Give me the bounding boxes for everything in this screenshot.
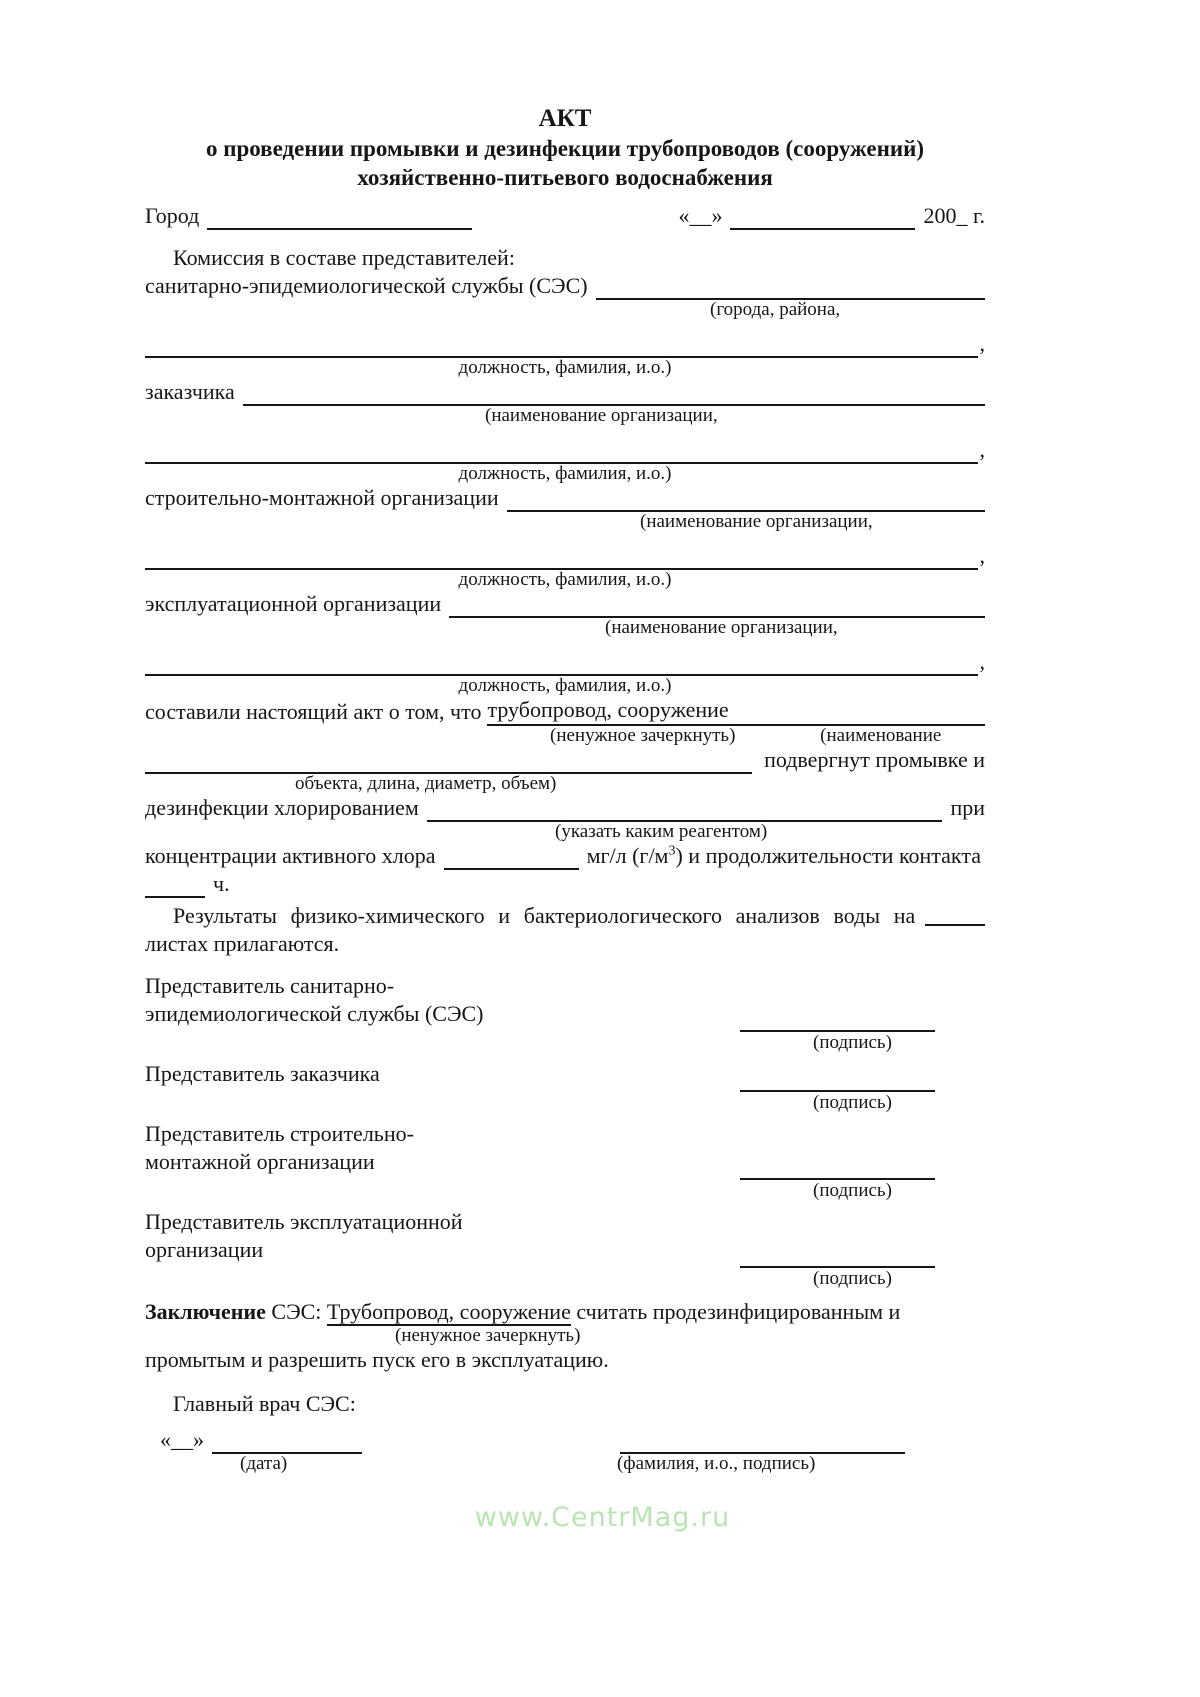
chief-doctor-label: Главный врач СЭС:	[173, 1391, 356, 1416]
hint-org-name: (наименование организации,	[640, 511, 873, 532]
concentration-blank	[444, 868, 579, 870]
hint-date: (дата)	[240, 1453, 288, 1474]
hint-position-name: должность, фамилия, и.о.)	[458, 463, 672, 484]
signature-row-construction	[145, 1120, 985, 1202]
washed-row	[145, 746, 985, 774]
footer-hints-row	[145, 1454, 985, 1474]
ses-line2-row	[145, 330, 985, 358]
conclusion-line-2: промытым и разрешить пуск его в эксплуатацию.	[145, 1347, 609, 1372]
signature-row-operation	[145, 1208, 985, 1290]
signature-label: Представитель строительно- монтажной организации	[145, 1121, 414, 1174]
conclusion-row	[145, 1298, 985, 1326]
hint-org-name: (наименование организации,	[605, 617, 838, 638]
signature-label: Представитель санитарно- эпидемиологической службы (СЭС)	[145, 973, 484, 1026]
hint-org-name: (наименование организации,	[485, 405, 718, 426]
disinfection-label: дезинфекции хлорированием	[145, 795, 419, 820]
hint-signature: (подпись)	[813, 1092, 892, 1113]
act-form	[145, 104, 985, 1533]
pipeline-structure-underlined: трубопровод, сооружение	[487, 696, 728, 726]
hint-reagent: (указать каким реагентом)	[555, 821, 768, 842]
date-month-blank	[730, 228, 915, 230]
document-title: АКТ	[538, 105, 592, 132]
concentration-row	[145, 842, 985, 870]
hint-position-name: должность, фамилия, и.о.)	[458, 569, 672, 590]
operation-line2-row	[145, 648, 985, 676]
date-year-label: 200_ г.	[923, 203, 985, 228]
signature-row-customer	[145, 1060, 985, 1114]
units-text: мг/л $(г/м^3)$ и продолжительности контакта	[586, 843, 981, 868]
results-text: Результаты физико-химического и бактериологического анализов воды на	[173, 903, 916, 928]
hint-object-params: объекта, длина, диаметр, объем)	[295, 773, 557, 794]
signature-line	[740, 1072, 935, 1092]
signature-label: Представитель эксплуатационной организации	[145, 1209, 463, 1262]
construction-line2-row	[145, 542, 985, 570]
superscript-3: 3	[668, 843, 676, 859]
operation-row	[145, 590, 985, 618]
conclusion-underlined: Трубопровод, сооружение	[326, 1299, 571, 1324]
signature-area	[740, 1248, 935, 1290]
signature-area	[740, 1012, 935, 1054]
signature-area	[740, 1072, 935, 1114]
disinfection-row	[145, 794, 985, 822]
hint-name-signature: (фамилия, и.о., подпись)	[616, 1453, 816, 1474]
customer-label: заказчика	[145, 379, 235, 404]
signature-line	[740, 1248, 935, 1268]
document-subtitle-1: о проведении промывки и дезинфекции трубопроводов (сооружений)	[205, 136, 925, 161]
signature-row-ses	[145, 972, 985, 1054]
hours-blank	[145, 896, 205, 898]
document-subtitle-2: хозяйственно-питьевого водоснабжения	[357, 165, 773, 190]
act-statement-row	[145, 696, 985, 726]
hint-city-district: (города, района,	[710, 299, 841, 320]
signature-label: Представитель заказчика	[145, 1061, 380, 1086]
customer-line2-row	[145, 436, 985, 464]
hint-signature: (подпись)	[813, 1032, 892, 1053]
ses-row	[145, 272, 985, 300]
concentration-label: концентрации активного хлора	[145, 843, 436, 868]
hint-naming: (наименование	[820, 725, 942, 746]
signature-line	[740, 1160, 935, 1180]
ses-label: санитарно-эпидемиологической службы (СЭС)	[145, 273, 588, 298]
footer-date-row	[145, 1426, 985, 1454]
construction-row	[145, 484, 985, 512]
comma: ,	[979, 437, 985, 462]
conclusion-rest: считать продезинфицированным и	[576, 1299, 901, 1324]
hint-signature: (подпись)	[813, 1268, 892, 1289]
washed-text: подвергнут промывке и	[764, 747, 985, 772]
hint-signature: (подпись)	[813, 1180, 892, 1201]
signatures-block	[145, 972, 985, 1290]
construction-label: строительно-монтажной организации	[145, 485, 499, 510]
hours-row	[145, 870, 985, 898]
sheets-count-blank	[925, 910, 985, 926]
operation-label: эксплуатационной организации	[145, 591, 442, 616]
hint-position-name: должность, фамилия, и.о.)	[458, 675, 672, 696]
comma: ,	[979, 649, 985, 674]
conclusion-ses: СЭС:	[271, 1299, 322, 1324]
signature-line	[740, 1012, 935, 1032]
commission-intro: Комиссия в составе представителей:	[173, 245, 515, 270]
signature-area	[740, 1160, 935, 1202]
centrmag-watermark: www.CentrMag.ru	[474, 1502, 731, 1533]
date-day-quote: «__»	[678, 203, 723, 228]
results-text-2: листах прилагаются.	[145, 931, 340, 956]
hint-position-name: должность, фамилия, и.о.)	[458, 357, 672, 378]
hours-label: ч.	[213, 871, 230, 896]
conclusion-label: Заключение	[145, 1299, 266, 1324]
act-hints-row	[145, 726, 985, 746]
city-blank	[207, 228, 472, 230]
city-date-row	[145, 202, 985, 230]
comma: ,	[979, 331, 985, 356]
results-row	[145, 902, 985, 930]
pri-word: при	[950, 795, 985, 820]
act-statement-prefix: составили настоящий акт о том, что	[145, 699, 482, 724]
hint-cross-out: (ненужное зачеркнуть)	[550, 725, 736, 746]
comma: ,	[979, 543, 985, 568]
footer-day-quote: «__»	[160, 1427, 204, 1452]
hint-cross-out: (ненужное зачеркнуть)	[395, 1325, 581, 1346]
customer-row	[145, 378, 985, 406]
city-label: Город	[145, 203, 200, 228]
